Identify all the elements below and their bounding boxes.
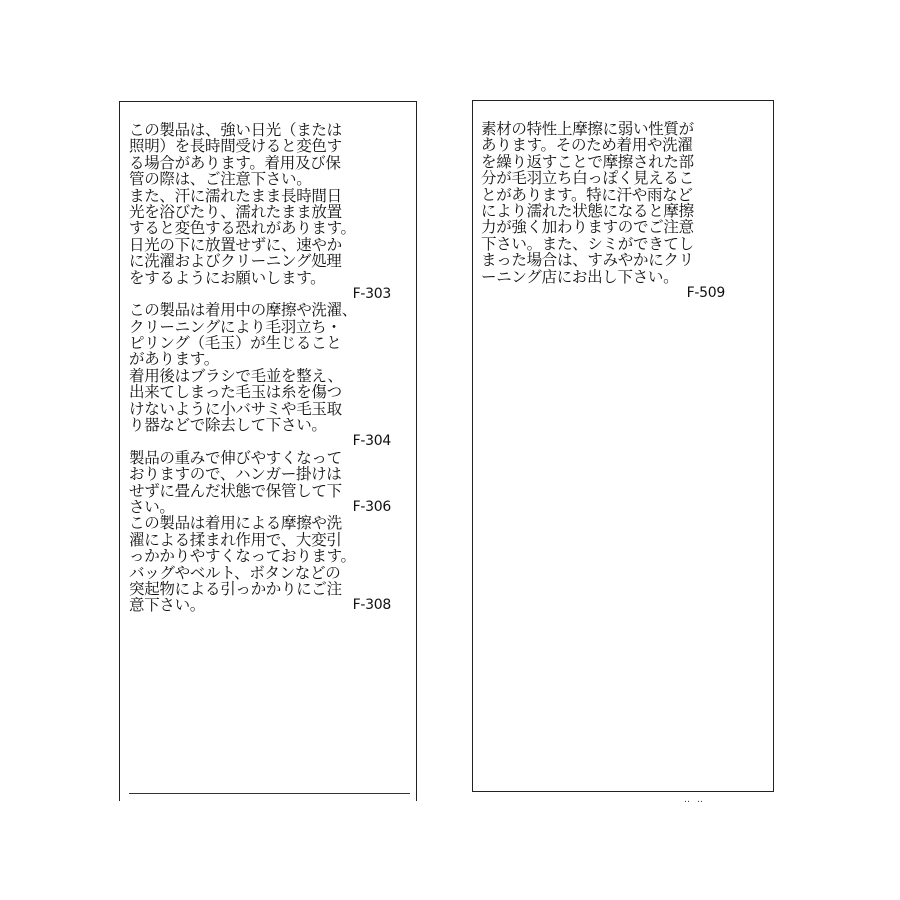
notice-line: 光を浴びたり、濡れたまま放置	[129, 202, 342, 221]
notice-line: とがあります。特に汗や雨など	[481, 185, 693, 204]
notice-code: F-308	[352, 597, 391, 614]
notice-line: この製品は着用による摩擦や洗	[129, 514, 342, 533]
notice-line: さい。	[129, 497, 175, 516]
notice-line: 日光の下に放置せずに、速やか	[129, 235, 342, 254]
notice-code: F-509	[686, 284, 725, 301]
notice-line: 素材の特性上摩擦に弱い性質が	[481, 120, 694, 138]
notice-line: る場合があります。着用及び保	[129, 153, 341, 172]
notice-line: けないように小バサミや毛玉取	[129, 399, 342, 418]
notice-line: この製品は着用中の摩擦や洗濯、	[129, 301, 358, 320]
notice-line: 出来てしまった毛玉は糸を傷つ	[129, 383, 342, 402]
notice-line: この製品は、強い日光（または	[129, 121, 342, 139]
notice-line: 突起物による引っかかりにご注	[129, 579, 342, 598]
notice-line: 着用後はブラシで毛並を整え、	[129, 366, 343, 385]
notice-line: また、汗に濡れたまま長時間日	[129, 186, 342, 205]
notice-line: すると変色する恐れがあります。	[129, 219, 356, 238]
notice-line: 照明）を長時間受けると変色す	[129, 137, 342, 156]
notice-line: をするようにお願いします。	[129, 268, 326, 287]
notice-last-line	[129, 597, 391, 613]
notice-line: ピリング（毛玉）が生じること	[129, 334, 342, 353]
notice-line: り器などで除去して下さい。	[129, 416, 327, 435]
notice-line: 分が毛羽立ち白っぽく見えるこ	[481, 169, 694, 188]
notice-line: ーニング店にお出し下さい。	[481, 267, 679, 286]
notice-line: を繰り返すことで摩擦された部	[481, 152, 694, 171]
notice-line: せずに畳んだ状態で保管して下	[129, 481, 342, 500]
notice-line: おりますので、ハンガー掛けは	[129, 465, 342, 484]
notice-last-line	[129, 499, 391, 515]
notice-line: 製品の重みで伸びやすくなって	[129, 448, 342, 467]
notice-line: 濯による揉まれ作用で、大変引	[129, 530, 342, 549]
notice-line: に洗濯およびクリーニング処理	[129, 252, 342, 271]
cropped-mark: ‥ ‥	[684, 795, 705, 805]
bottom-divider	[129, 793, 410, 794]
right-label-text	[481, 121, 725, 301]
notice-line: があります。	[129, 350, 219, 369]
notice-code: F-306	[352, 498, 391, 515]
notice-line: により濡れた状態になると摩擦	[481, 201, 694, 220]
notice-line: クリーニングにより毛羽立ち・	[129, 317, 342, 336]
notice-line: 意下さい。	[129, 596, 206, 615]
notice-line: 下さい。また、シミができてし	[481, 234, 694, 253]
notice-line: バッグやベルト、ボタンなどの	[129, 563, 341, 582]
notice-line: っかかりやすくなっております。	[129, 547, 356, 566]
left-label-text	[129, 122, 391, 614]
notice-line: 管の際は、ご注意下さい。	[129, 170, 312, 189]
notice-code: F-303	[352, 285, 391, 302]
notice-code: F-304	[352, 433, 391, 450]
notice-line: 力が強く加わりますのでご注意	[481, 218, 694, 237]
notice-line: あります。そのため着用や洗濯	[481, 136, 693, 155]
notice-line: まった場合は、すみやかにクリ	[481, 251, 694, 270]
